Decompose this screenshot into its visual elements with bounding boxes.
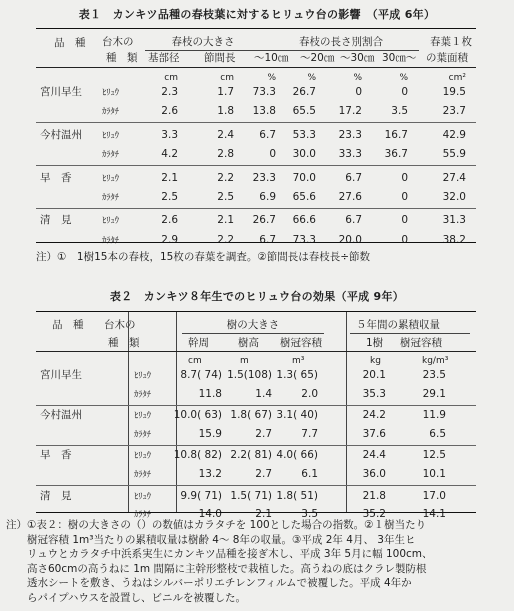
t2-value-cell: 3.5	[301, 508, 318, 520]
t1-value-cell: 2.4	[217, 129, 234, 141]
t2-row-divider	[36, 445, 476, 446]
t1-rootstock: ﾋﾘｭｳ	[102, 174, 120, 184]
t1-value-cell: 23.3	[252, 172, 276, 184]
t2-head-canopy: 樹冠容積	[280, 337, 322, 349]
t2-head-per-tree: 1樹	[366, 337, 384, 349]
t2-variety: 今村温州	[40, 409, 82, 421]
t1-head-rootstock-l2: 種 類	[106, 52, 138, 64]
t2-rootstock: ｶﾗﾀﾁ	[134, 390, 152, 400]
t2-variety: 宮川早生	[40, 369, 82, 381]
t1-value-cell: 55.9	[442, 148, 466, 160]
t1-value-cell: 6.7	[345, 172, 362, 184]
t1-row-divider	[36, 165, 476, 166]
t2-value-cell: 1.4	[255, 388, 272, 400]
table2-top-rule	[36, 311, 476, 312]
t2-head-tree-underline	[182, 333, 324, 334]
t2-rootstock: ﾋﾘｭｳ	[134, 451, 152, 461]
t1-value-cell: 1.8	[217, 105, 234, 117]
t2-unit: m³	[292, 356, 305, 366]
t2-head-variety: 品 種	[52, 319, 84, 331]
t2-head-girth: 幹周	[188, 337, 209, 349]
t2-value-cell: 1.8( 67)	[230, 409, 272, 421]
t2-rootstock: ﾋﾘｭｳ	[134, 492, 152, 502]
t2-value-cell: 11.9	[422, 409, 446, 421]
t2-note-line: 樹冠容積 1m³当たりの累積収量は樹齢 4～ 8年の収量。③平成 2年 4月、 3年生ヒ	[6, 533, 416, 546]
t1-value-cell: 70.0	[292, 172, 316, 184]
t2-value-cell: 13.2	[198, 468, 222, 480]
t1-value-cell: 20.0	[338, 234, 362, 246]
t2-note-line: 注）①表２：樹の大きさの（）の数値はカラタチを 100とした場合の指数。②１樹当たり	[6, 519, 427, 531]
t2-value-cell: 24.2	[362, 409, 386, 421]
t2-head-per-canopy: 樹冠容積	[400, 337, 442, 349]
t2-head-yield-underline	[350, 333, 470, 334]
t2-value-cell: 6.5	[429, 428, 446, 440]
t1-unit: %	[307, 73, 316, 83]
t2-value-cell: 2.1	[255, 508, 272, 520]
t2-note-line: リュウとカラタチ中浜系実生にカンキツ品種を接ぎ木し、平成 3年 5月に幅 100cm、	[6, 548, 433, 561]
t1-unit: cm	[164, 73, 178, 83]
t1-value-cell: 2.9	[161, 234, 178, 246]
t1-unit: %	[399, 73, 408, 83]
t2-value-cell: 20.1	[362, 369, 386, 381]
t1-variety: 早 香	[40, 172, 72, 184]
t1-rootstock: ﾋﾘｭｳ	[102, 88, 120, 98]
t1-head-leaf-l1: 春葉１枚	[430, 36, 472, 48]
t1-value-cell: 23.3	[338, 129, 362, 141]
t1-unit: %	[353, 73, 362, 83]
table2-head-rule	[36, 351, 476, 352]
t2-value-cell: 10.1	[422, 468, 446, 480]
t1-variety: 清 見	[40, 214, 72, 226]
table2-bottom-rule	[36, 512, 476, 513]
t1-value-cell: 1.7	[217, 86, 234, 98]
t1-row-divider	[36, 122, 476, 123]
t2-value-cell: 11.8	[198, 388, 222, 400]
t2-value-cell: 8.7( 74)	[180, 369, 222, 381]
t1-value-cell: 2.1	[217, 214, 234, 226]
t2-head-rootstock-l1: 台木の	[104, 319, 136, 331]
t2-value-cell: 1.5( 71)	[230, 490, 272, 502]
t1-rootstock: ﾋﾘｭｳ	[102, 131, 120, 141]
t2-rootstock: ﾋﾘｭｳ	[134, 371, 152, 381]
t1-head-length-group: 春枝の長さ別割合	[299, 36, 383, 48]
t2-value-cell: 1.5(108)	[227, 369, 272, 381]
t1-value-cell: 17.2	[338, 105, 362, 117]
t1-variety: 宮川早生	[40, 86, 82, 98]
t1-value-cell: 2.8	[217, 148, 234, 160]
t1-head-internode: 節間長	[204, 52, 236, 64]
t2-head-rootstock-l2: 種 類	[108, 337, 140, 349]
t2-value-cell: 24.4	[362, 449, 386, 461]
t1-value-cell: 73.3	[292, 234, 316, 246]
t2-value-cell: 1.3( 65)	[276, 369, 318, 381]
t1-value-cell: 32.0	[442, 191, 466, 203]
t2-value-cell: 29.1	[422, 388, 446, 400]
t1-value-cell: 2.2	[217, 234, 234, 246]
t2-note-line: 高さ60cmの高うねに 1m 間隔に主幹形整枝で栽植した。高うねの底はクラレ製防根	[6, 562, 427, 575]
t1-value-cell: 0	[401, 172, 408, 184]
t1-variety: 今村温州	[40, 129, 82, 141]
t2-row-divider	[36, 485, 476, 486]
t2-value-cell: 2.2( 81)	[230, 449, 272, 461]
t1-value-cell: 0	[401, 234, 408, 246]
t2-value-cell: 36.0	[362, 468, 386, 480]
t1-rootstock: ｶﾗﾀﾁ	[102, 107, 120, 117]
t1-value-cell: 16.7	[384, 129, 408, 141]
t1-head-base-dia: 基部径	[148, 52, 180, 64]
t1-head-rootstock-l1: 台木の	[102, 36, 134, 48]
t1-value-cell: 2.5	[217, 191, 234, 203]
t1-value-cell: 0	[401, 191, 408, 203]
t1-value-cell: 65.6	[292, 191, 316, 203]
t2-value-cell: 15.9	[198, 428, 222, 440]
table1-head-rule	[36, 67, 476, 68]
t2-variety: 早 香	[40, 449, 72, 461]
t2-value-cell: 10.8( 82)	[173, 449, 222, 461]
t2-vline-rootstock	[128, 312, 129, 512]
t2-rootstock: ｶﾗﾀﾁ	[134, 470, 152, 480]
t1-value-cell: 26.7	[252, 214, 276, 226]
t1-head-len1: ～10㎝	[254, 52, 289, 64]
t2-value-cell: 4.0( 66)	[276, 449, 318, 461]
t1-rootstock: ｶﾗﾀﾁ	[102, 236, 120, 246]
t2-value-cell: 10.0( 63)	[173, 409, 222, 421]
t1-value-cell: 2.2	[217, 172, 234, 184]
table1-top-rule	[36, 28, 476, 29]
t1-value-cell: 27.6	[338, 191, 362, 203]
t2-value-cell: 7.7	[301, 428, 318, 440]
t1-value-cell: 3.3	[161, 129, 178, 141]
t2-unit: kg/m³	[422, 356, 449, 366]
t2-unit: m	[240, 356, 249, 366]
t1-value-cell: 13.8	[252, 105, 276, 117]
t2-note-line: 透水シートを敷き、うねはシルバーポリエチレンフィルムで被覆した。平成 4年か	[6, 577, 412, 590]
t1-value-cell: 3.5	[391, 105, 408, 117]
t1-value-cell: 4.2	[161, 148, 178, 160]
t1-value-cell: 0	[355, 86, 362, 98]
t1-value-cell: 0	[401, 86, 408, 98]
t1-head-len4: 30㎝～	[382, 52, 417, 64]
t1-value-cell: 6.7	[259, 234, 276, 246]
t2-head-yield-group: ５年間の累積収量	[356, 319, 440, 331]
t1-value-cell: 2.3	[161, 86, 178, 98]
t2-value-cell: 9.9( 71)	[180, 490, 222, 502]
t1-unit: %	[267, 73, 276, 83]
t2-value-cell: 12.5	[422, 449, 446, 461]
t1-head-len3: ～30㎝	[340, 52, 375, 64]
t1-unit: cm²	[448, 73, 466, 83]
table2-title: 表２ カンキツ８年生でのヒリュウ台の効果（平成 9年）	[109, 290, 405, 303]
t2-rootstock: ｶﾗﾀﾁ	[134, 430, 152, 440]
t2-head-tree-group: 樹の大きさ	[226, 319, 280, 331]
t1-value-cell: 33.3	[338, 148, 362, 160]
t2-value-cell: 37.6	[362, 428, 386, 440]
t1-value-cell: 26.7	[292, 86, 316, 98]
t2-variety: 清 見	[40, 490, 72, 502]
t1-head-leaf-l2: の葉面積	[426, 52, 468, 64]
t1-value-cell: 0	[269, 148, 276, 160]
t1-value-cell: 2.6	[161, 214, 178, 226]
table1-note: 注）① 1樹15本の春枝，15枚の春葉を調査。②節間長は春枝長÷節数	[36, 251, 371, 263]
t2-note-line: らパイプハウスを設置し、ビニルを被覆した。	[6, 592, 247, 604]
t2-rootstock: ｶﾗﾀﾁ	[134, 510, 152, 520]
t1-value-cell: 31.3	[442, 214, 466, 226]
t1-value-cell: 36.7	[384, 148, 408, 160]
t1-value-cell: 2.6	[161, 105, 178, 117]
table1-title: 表１ カンキツ品種の春枝葉に対するヒリュウ台の影響 （平成 6年）	[78, 8, 436, 21]
t2-value-cell: 23.5	[422, 369, 446, 381]
t1-unit: cm	[220, 73, 234, 83]
t1-row-divider	[36, 208, 476, 209]
t1-value-cell: 73.3	[252, 86, 276, 98]
t1-rootstock: ｶﾗﾀﾁ	[102, 193, 120, 203]
t1-value-cell: 0	[401, 214, 408, 226]
t2-value-cell: 21.8	[362, 490, 386, 502]
t1-value-cell: 19.5	[442, 86, 466, 98]
t1-value-cell: 65.5	[292, 105, 316, 117]
t1-value-cell: 6.9	[259, 191, 276, 203]
t2-unit: cm	[188, 356, 202, 366]
t2-value-cell: 14.0	[198, 508, 222, 520]
t2-row-divider	[36, 405, 476, 406]
t2-value-cell: 1.8( 51)	[276, 490, 318, 502]
t1-value-cell: 42.9	[442, 129, 466, 141]
t2-value-cell: 6.1	[301, 468, 318, 480]
t1-value-cell: 6.7	[259, 129, 276, 141]
t2-rootstock: ﾋﾘｭｳ	[134, 411, 152, 421]
t2-value-cell: 2.7	[255, 468, 272, 480]
t1-head-length-underline	[261, 50, 419, 51]
t2-value-cell: 2.0	[301, 388, 318, 400]
t1-value-cell: 2.1	[161, 172, 178, 184]
t1-value-cell: 66.6	[292, 214, 316, 226]
t1-value-cell: 38.2	[442, 234, 466, 246]
t1-value-cell: 23.7	[442, 105, 466, 117]
t1-rootstock: ﾋﾘｭｳ	[102, 216, 120, 226]
t2-value-cell: 35.2	[362, 508, 386, 520]
t1-value-cell: 6.7	[345, 214, 362, 226]
t2-head-height: 樹高	[238, 337, 259, 349]
t1-value-cell: 2.5	[161, 191, 178, 203]
t1-value-cell: 53.3	[292, 129, 316, 141]
t1-head-size-underline	[145, 50, 261, 51]
t1-head-size-group: 春枝の大きさ	[171, 36, 235, 48]
t1-value-cell: 30.0	[292, 148, 316, 160]
t2-value-cell: 2.7	[255, 428, 272, 440]
t2-value-cell: 3.1( 40)	[276, 409, 318, 421]
t1-rootstock: ｶﾗﾀﾁ	[102, 150, 120, 160]
t1-head-variety: 品 種	[54, 37, 86, 49]
t2-unit: kg	[370, 356, 381, 366]
t2-value-cell: 17.0	[422, 490, 446, 502]
table1-bottom-rule	[36, 242, 476, 243]
t2-value-cell: 14.1	[422, 508, 446, 520]
t2-value-cell: 35.3	[362, 388, 386, 400]
t1-value-cell: 27.4	[442, 172, 466, 184]
t1-head-len2: ～20㎝	[300, 52, 335, 64]
